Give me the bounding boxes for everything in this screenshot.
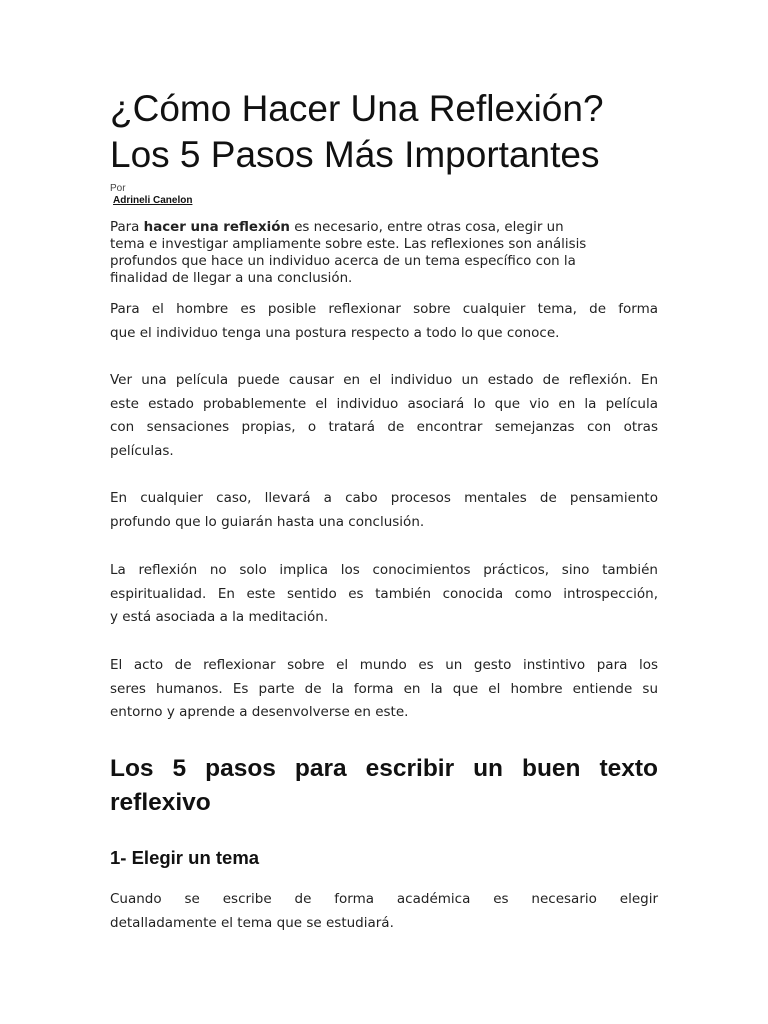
section-heading-line-2: reflexivo [110,789,211,816]
paragraph-5-line-3: y está asociada a la meditación. [110,609,329,625]
section-heading [110,752,658,820]
intro-line-1: Para hacer una reflexión es necesario, entre otras cosa, elegir un [110,220,564,235]
paragraph-6-line-3: entorno y aprende a desenvolverse en este. [110,704,409,720]
paragraph-3-line-2: este estado probablemente el individuo asociará lo que vio en la película [110,395,658,412]
paragraph-5-line-2: espiritualidad. En este sentido es también conocida como introspección, [110,585,658,602]
paragraph-3-line-4: películas. [110,442,174,459]
title-line-1: ¿Cómo Hacer Una Reflexión? [110,88,604,129]
paragraph-4 [110,487,658,534]
paragraph-2-line-2: que el individuo tenga una postura respecto a todo lo que conoce. [110,324,560,341]
paragraph-6-line-2: seres humanos. Es parte de la forma en la que el hombre entiende su [110,680,658,697]
step-1-line-2: detalladamente el tema que se estudiará. [110,914,394,931]
paragraph-6 [110,654,658,725]
paragraph-2 [110,298,658,345]
paragraph-3-line-3: con sensaciones propias, o tratará de encontrar semejanzas con otras [110,419,658,435]
intro-line-4: finalidad de llegar a una conclusión. [110,271,353,286]
paragraph-4-line-2: profundo que lo guiarán hasta una conclusión. [110,513,425,530]
paragraph-5 [110,559,658,630]
bold-phrase: hacer una reflexión [143,220,290,235]
title-line-2: Los 5 Pasos Más Importantes [110,134,600,175]
paragraph-2-line-1: Para el hombre es posible reflexionar sobre cualquier tema, de forma [110,301,658,317]
paragraph-3-line-1: Ver una película puede causar en el individuo un estado de reflexión. En [110,372,658,388]
step-1-line-1: Cuando se escribe de forma académica es necesario elegir [110,891,658,907]
paragraph-4-line-1: En cualquier caso, llevará a cabo procesos mentales de pensamiento [110,490,658,506]
byline-label: Por [110,183,126,194]
intro-line-2: tema e investigar ampliamente sobre este. Las reflexiones son análisis [110,237,587,252]
author-link[interactable]: Adrineli Canelon [113,195,193,206]
paragraph-5-line-1: La reflexión no solo implica los conocimientos prácticos, sino también [110,562,658,578]
intro-paragraph [110,219,658,287]
article-title [110,86,710,178]
step-1-heading: 1- Elegir un tema [110,847,260,868]
step-1-paragraph [110,888,658,935]
section-heading-line-1: Los 5 pasos para escribir un buen texto [110,755,658,782]
paragraph-6-line-1: El acto de reflexionar sobre el mundo es un gesto instintivo para los [110,657,658,673]
intro-line-3: profundos que hace un individuo acerca de un tema específico con la [110,254,576,269]
paragraph-3 [110,369,658,463]
